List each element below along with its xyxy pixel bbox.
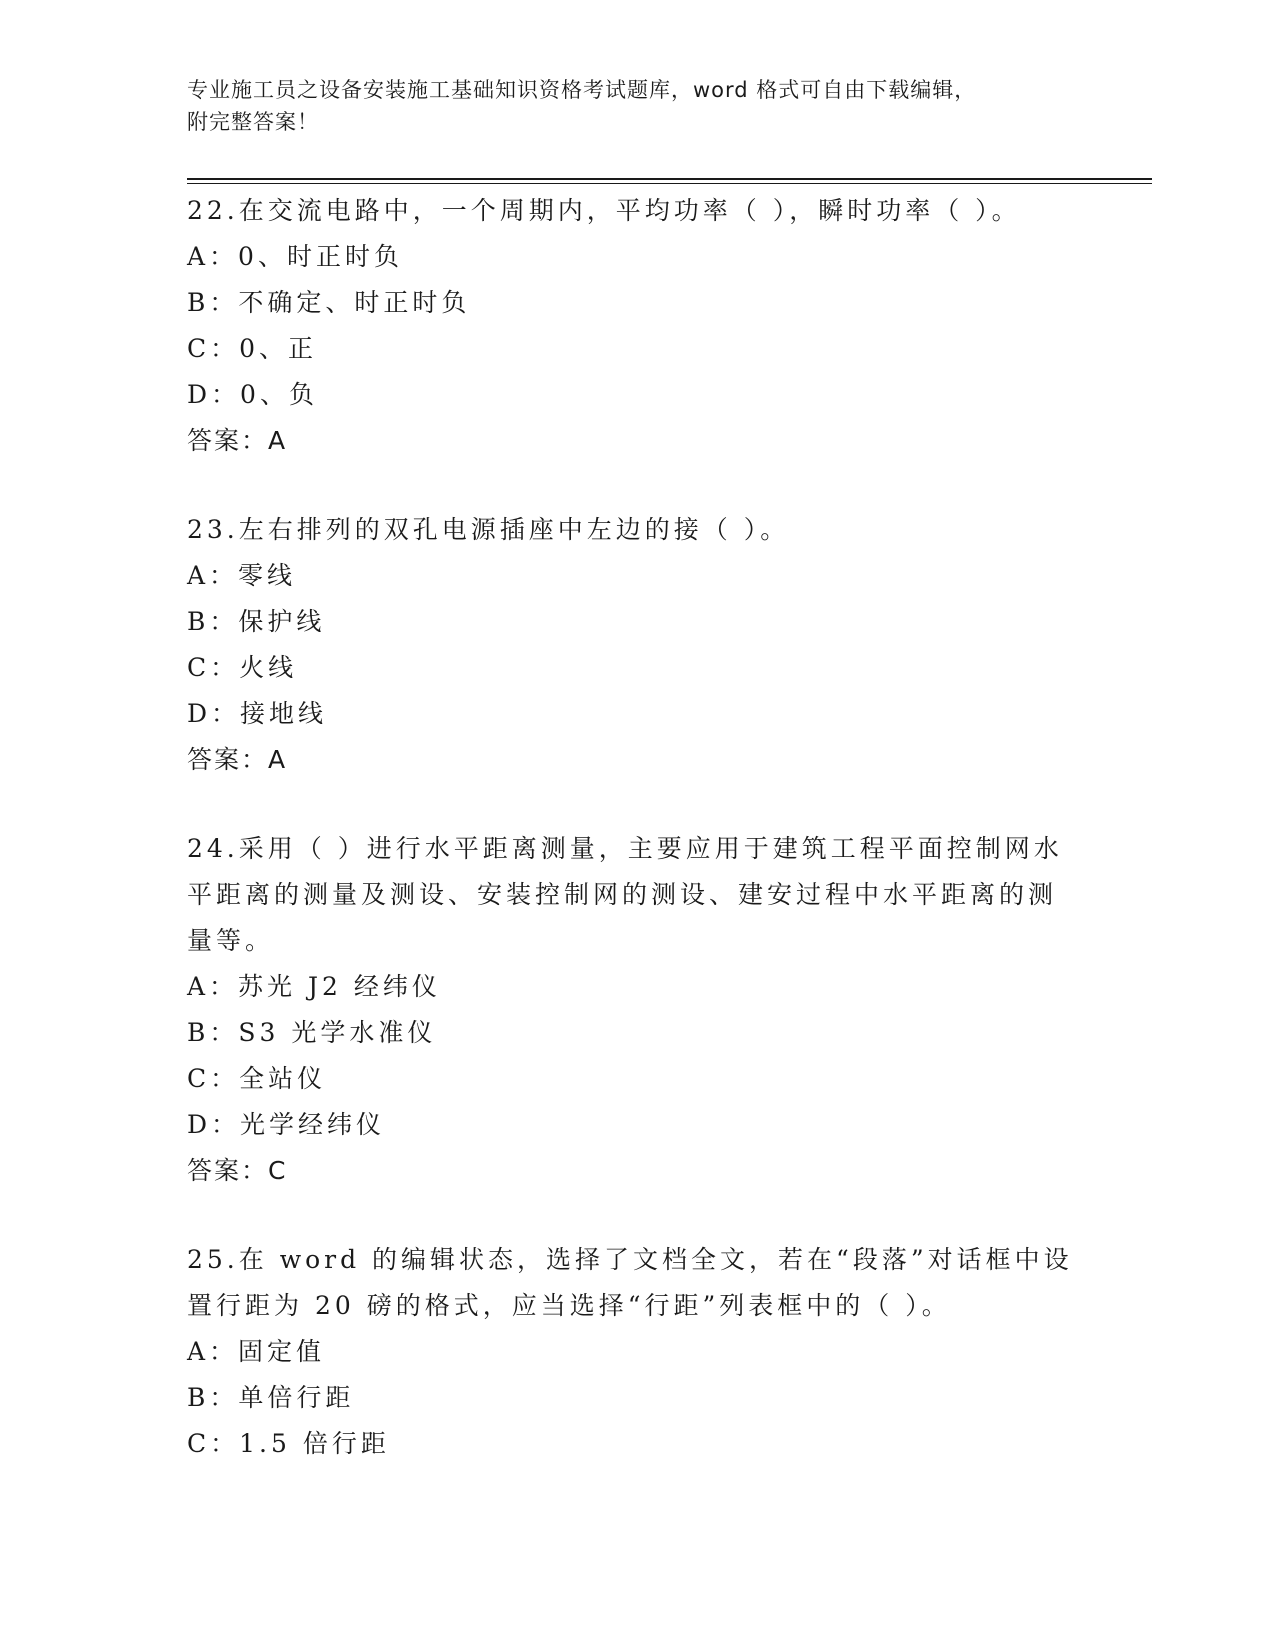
header-line-1: 专业施工员之设备安装施工基础知识资格考试题库，word 格式可自由下载编辑， — [187, 78, 977, 102]
question-25 — [187, 1237, 1073, 1467]
option-c: C：1.5 倍行距 — [187, 1429, 390, 1458]
document-header — [187, 74, 1067, 138]
option-a: A：零线 — [187, 561, 297, 590]
answer-line: 答案：A — [187, 426, 288, 455]
question-spacer — [187, 464, 1067, 507]
header-line-2: 附完整答案！ — [187, 110, 319, 134]
question-stem-cont: 平距离的测量及测设、安装控制网的测设、建安过程中水平距离的测 — [187, 880, 1058, 909]
option-d: D：0、负 — [187, 380, 318, 409]
question-24 — [187, 826, 1067, 1194]
question-stem: 23.左右排列的双孔电源插座中左边的接（ ）。 — [187, 515, 790, 544]
option-d: D：接地线 — [187, 699, 328, 728]
question-stem: 24.采用（ ）进行水平距离测量，主要应用于建筑工程平面控制网水 — [187, 834, 1063, 863]
option-c: C：0、正 — [187, 334, 318, 363]
option-a: A：0、时正时负 — [187, 242, 403, 271]
option-d: D：光学经纬仪 — [187, 1110, 386, 1139]
option-b: B：不确定、时正时负 — [187, 288, 471, 317]
question-list — [187, 188, 1073, 1467]
question-23 — [187, 507, 1067, 783]
option-c: C：全站仪 — [187, 1064, 327, 1093]
answer-line: 答案：A — [187, 745, 288, 774]
header-divider — [187, 178, 1152, 184]
option-a: A：固定值 — [187, 1337, 326, 1366]
question-stem: 25.在 word 的编辑状态，选择了文档全文，若在“段落”对话框中设 — [187, 1245, 1073, 1274]
option-a: A：苏光 J2 经纬仪 — [187, 972, 441, 1001]
option-b: B：保护线 — [187, 607, 326, 636]
question-stem: 22.在交流电路中，一个周期内，平均功率（ ），瞬时功率（ ）。 — [187, 196, 1021, 225]
question-22 — [187, 188, 1067, 464]
option-b: B：S3 光学水准仪 — [187, 1018, 437, 1047]
option-c: C：火线 — [187, 653, 298, 682]
question-spacer — [187, 783, 1067, 826]
question-stem-cont: 量等。 — [187, 926, 275, 955]
question-spacer — [187, 1194, 1067, 1237]
question-stem-cont: 置行距为 20 磅的格式，应当选择“行距”列表框中的（ ）。 — [187, 1291, 951, 1320]
answer-line: 答案：C — [187, 1156, 288, 1185]
option-b: B：单倍行距 — [187, 1383, 355, 1412]
